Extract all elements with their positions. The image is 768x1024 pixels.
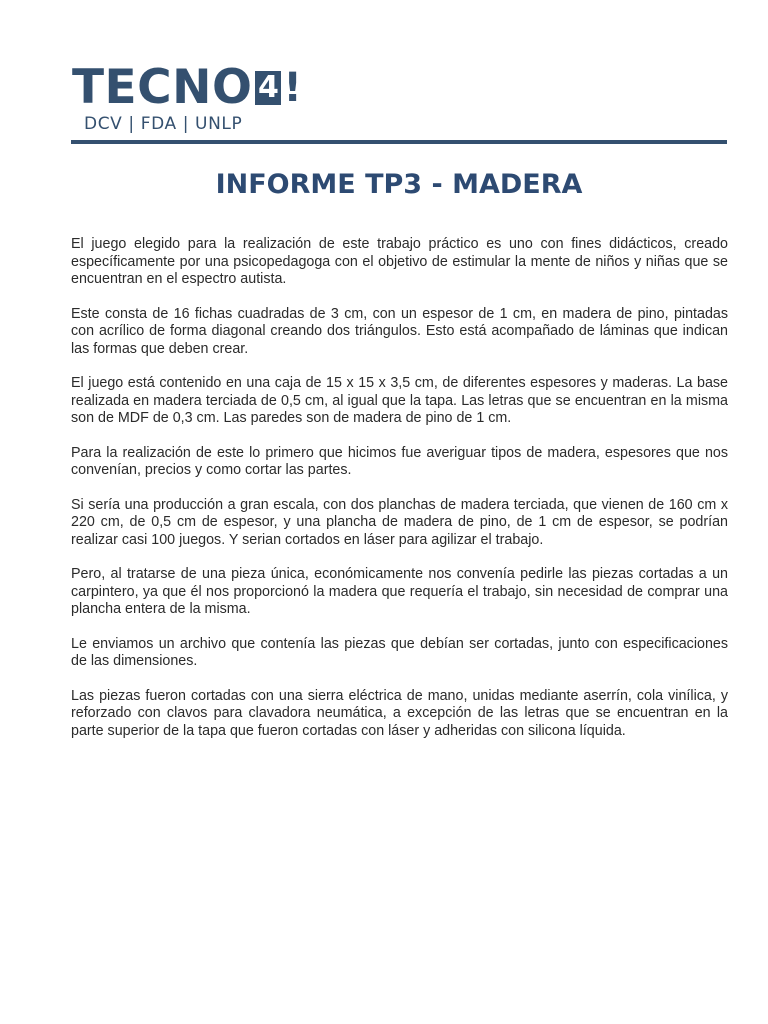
paragraph: Si sería una producción a gran escala, con dos planchas de madera terciada, que vienen de 160 cm x 220 cm, de 0,5 cm de espesor, y una plancha de madera de pino, de 1 cm de espesor, se podrían realizar casi 100 juegos. Y serian cortados en láser para agilizar el trabajo. [71,496,728,548]
logo-exclamation: ! [283,65,302,111]
paragraph: Este consta de 16 fichas cuadradas de 3 cm, con un espesor de 1 cm, en madera de pino, pintadas con acrílico de forma diagonal creando dos triángulos. Esto está acompañado de láminas que indican las formas que deben crear. [71,305,728,357]
logo-subtitle: DCV | FDA | UNLP [84,114,243,134]
logo-number-box: 4 [255,71,281,105]
paragraph: Pero, al tratarse de una pieza única, económicamente nos convenía pedirle las piezas cortadas a un carpintero, ya que él nos proporcionó la madera que requería el trabajo, sin necesidad de comprar una plancha entera de la misma. [71,566,728,617]
logo-main-text: TECNO [72,60,253,115]
document-title: INFORME TP3 - MADERA [215,169,583,200]
paragraph: El juego está contenido en una caja de 15 x 15 x 3,5 cm, de diferentes espesores y maderas. La base realizada en madera terciada de 0,5 cm, al igual que la tapa. Las letras que se encuentran en la misma son de MDF de 0,3 cm. Las paredes son de madera de pino de 1 cm. [71,375,728,426]
paragraph: El juego elegido para la realización de este trabajo práctico es uno con fines didácticos, creado específicamente por una psicopedagoga con el objetivo de estimular la mente de niños y niñas que se encuentran en el espectro autista. [71,236,728,287]
paragraph: Para la realización de este lo primero que hicimos fue averiguar tipos de madera, espesores que nos convenían, precios y como cortar las partes. [71,444,728,478]
header-divider [71,140,727,144]
paragraph: Las piezas fueron cortadas con una sierra eléctrica de mano, unidas mediante aserrín, cola vinílica, y reforzado con clavos para clavadora neumática, a excepción de las letras que se encuentran en la parte superior de la tapa que fueron cortadas con láser y adheridas con silicona líquida. [71,687,728,739]
tecno4-logo [72,60,332,134]
report-body [71,236,728,757]
paragraph: Le enviamos un archivo que contenía las piezas que debían ser cortadas, junto con especificaciones de las dimensiones. [71,635,728,669]
logo-wordmark [72,60,332,115]
